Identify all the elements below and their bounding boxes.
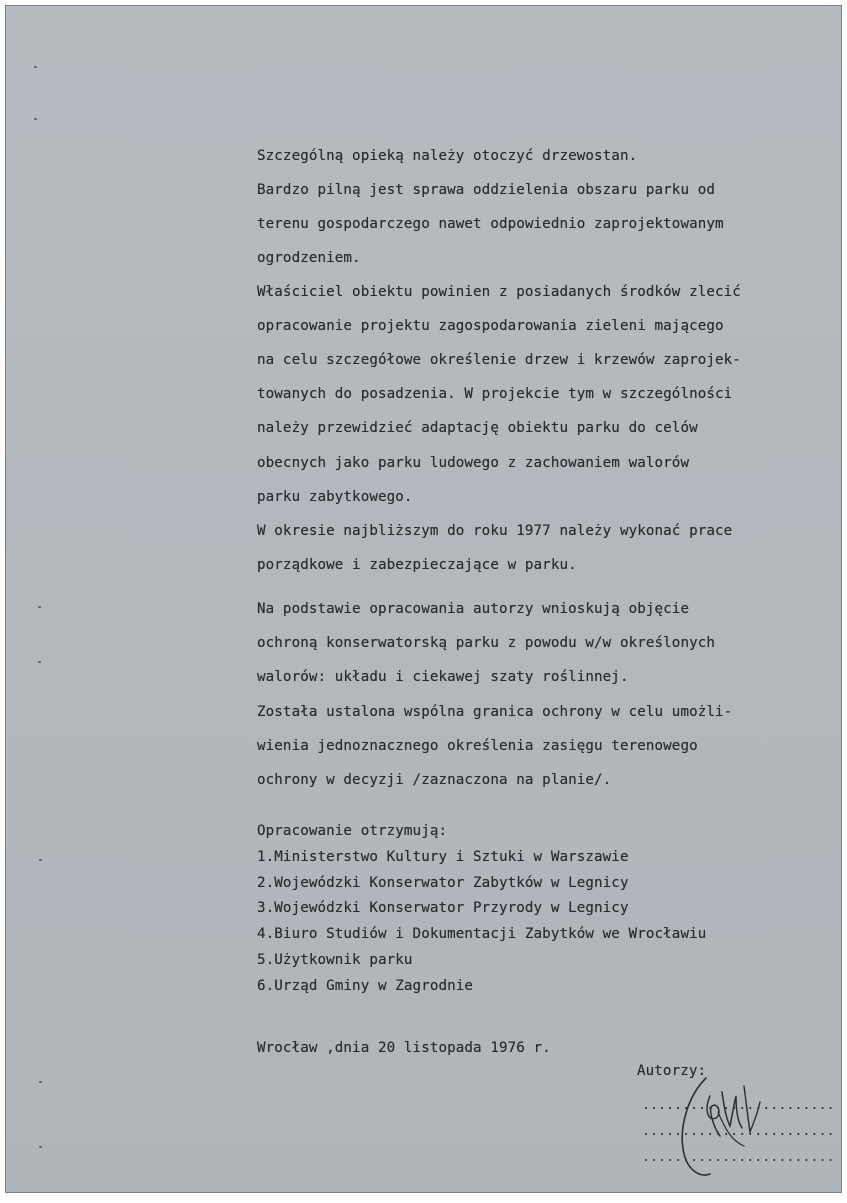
text-line: obecnych jako parku ludowego z zachowaniem walorów <box>257 455 690 471</box>
signature-line: ........................ <box>642 1150 835 1165</box>
text-line: na celu szczegółowe określenie drzew i krzewów zaprojek- <box>257 352 741 368</box>
recipient-item: 5.Użytkownik parku <box>257 952 413 968</box>
text-line: towanych do posadzenia. W projekcie tym w szczególności <box>257 386 733 402</box>
recipient-item: 4.Biuro Studiów i Dokumentacji Zabytków we Wrocławiu <box>257 926 707 942</box>
text-line: terenu gospodarczego nawet odpowiednio zaprojektowanym <box>257 216 724 232</box>
text-line: ogrodzeniem. <box>257 250 361 266</box>
place-date: Wrocław ,dnia 20 listopada 1976 r. <box>257 1040 551 1056</box>
margin-mark <box>34 66 37 68</box>
margin-mark <box>38 606 41 608</box>
recipients-heading: Opracowanie otrzymują: <box>257 823 448 839</box>
document-page <box>5 5 842 1193</box>
text-line: ochrony w decyzji /zaznaczona na planie/. <box>257 772 612 788</box>
margin-mark <box>39 1146 42 1148</box>
signature-line: ........................ <box>642 1098 835 1113</box>
recipient-item: 3.Wojewódzki Konserwator Przyrody w Legnicy <box>257 900 629 916</box>
text-line: wienia jednoznacznego określenia zasięgu terenowego <box>257 738 698 754</box>
margin-mark <box>34 118 37 120</box>
margin-mark <box>39 859 42 861</box>
text-line: Została ustalona wspólna granica ochrony w celu umożli- <box>257 704 733 720</box>
recipient-item: 6.Urząd Gminy w Zagrodnie <box>257 978 474 994</box>
handwritten-signature <box>674 1066 770 1184</box>
text-line: opracowanie projektu zagospodarowania zieleni mającego <box>257 318 724 334</box>
text-line: walorów: układu i ciekawej szaty roślinnej. <box>257 669 629 685</box>
text-line: należy przewidzieć adaptację obiektu parku do celów <box>257 420 698 436</box>
signature-line: ........................ <box>642 1124 835 1139</box>
margin-mark <box>38 661 41 663</box>
authors-label: Autorzy: <box>637 1063 707 1079</box>
margin-mark <box>39 1081 42 1083</box>
text-line: Na podstawie opracowania autorzy wnioskują objęcie <box>257 601 690 617</box>
text-line: parku zabytkowego. <box>257 489 413 505</box>
text-line: W okresie najbliższym do roku 1977 należy wykonać prace <box>257 523 733 539</box>
text-line: ochroną konserwatorską parku z powodu w/w określonych <box>257 635 716 651</box>
recipient-item: 1.Ministerstwo Kultury i Sztuki w Warszawie <box>257 849 629 865</box>
text-line: Bardzo pilną jest sprawa oddzielenia obszaru parku od <box>257 182 716 198</box>
text-line: porządkowe i zabezpieczające w parku. <box>257 557 577 573</box>
text-line: Właściciel obiektu powinien z posiadanych środków zlecić <box>257 284 741 300</box>
text-line: Szczególną opieką należy otoczyć drzewostan. <box>257 148 638 164</box>
recipient-item: 2.Wojewódzki Konserwator Zabytków w Legnicy <box>257 875 629 891</box>
